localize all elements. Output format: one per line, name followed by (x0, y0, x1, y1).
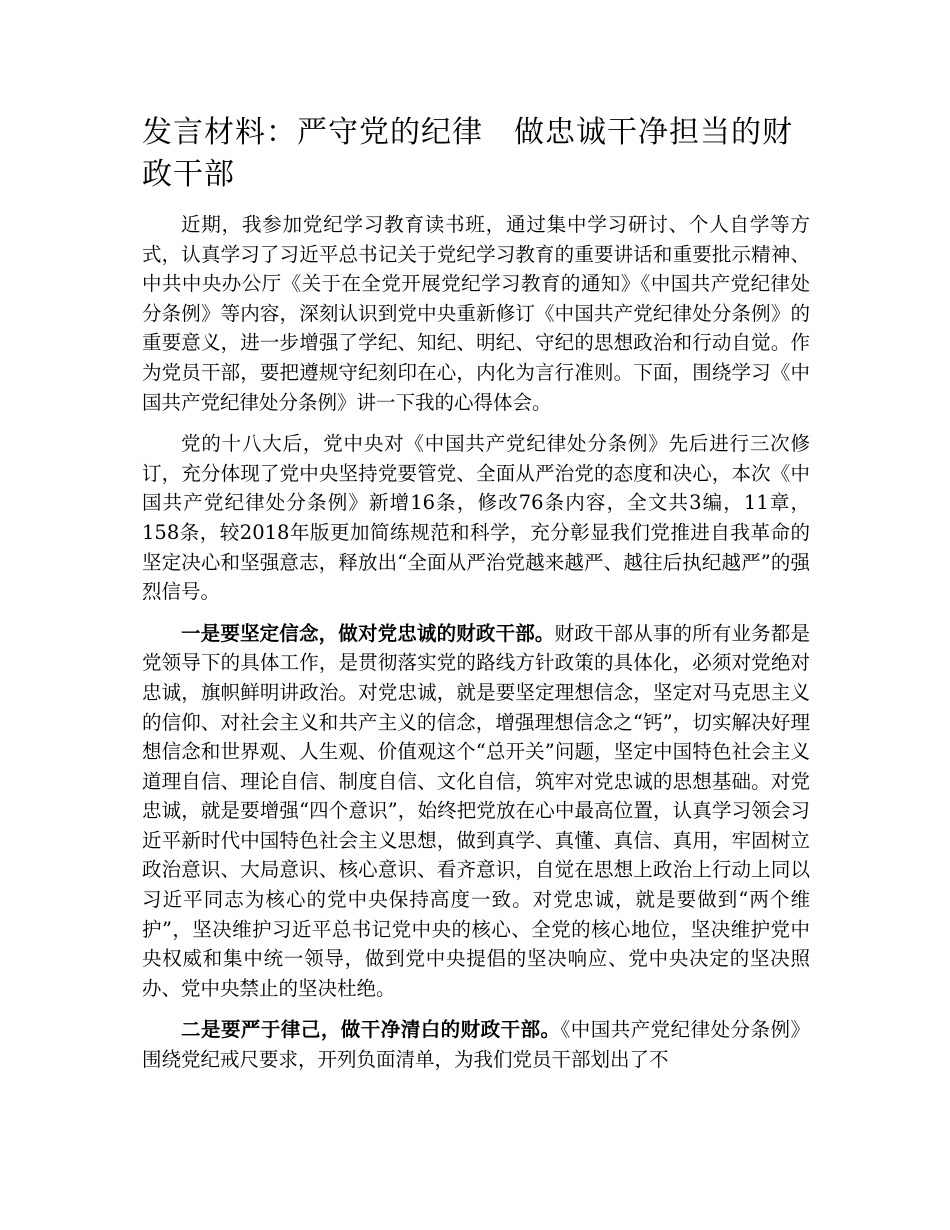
paragraph-lead: 二是要严于律己，做干净清白的财政干部。 (181, 1018, 561, 1042)
paragraph-text: 党的十八大后，党中央对《中国共产党纪律处分条例》先后进行三次修订，充分体现了党中央坚持党要管党、全面从严治党的态度和决心，本次《中国共产党纪律处分条例》新增16条，修改76条内容，全文共3编，11章，158条，较2018年版更加简练规范和科学，充分彰显我们党推进自我革命的坚定决心和坚强意志，释放出“全面从严治党越来越严、越往后执纪越严”的强烈信号。 (142, 432, 810, 604)
document-body (142, 112, 810, 1087)
paragraph-intro (142, 210, 810, 417)
paragraph-point-one (142, 619, 810, 1004)
paragraph-background (142, 429, 810, 607)
paragraph-lead: 一是要坚定信念，做对党忠诚的财政干部。 (181, 621, 555, 645)
paragraph-text: 《中国共产党纪律处分条例》围绕党纪戒尺要求，开列负面清单，为我们党员干部划出了不 (142, 1018, 810, 1072)
paragraph-text: 财政干部从事的所有业务都是党领导下的具体工作，是贯彻落实党的路线方针政策的具体化，必须对党绝对忠诚，旗帜鲜明讲政治。对党忠诚，就是要坚定理想信念，坚定对马克思主义的信仰、对社会主义和共产主义的信念，增强理想信念之“钙”，切实解决好理想信念和世界观、人生观、价值观这个“总开关”问题，坚定中国特色社会主义道理自信、理论自信、制度自信、文化自信，筑牢对党忠诚的思想基础。对党忠诚，就是要增强“四个意识”，始终把党放在心中最高位置，认真学习领会习近平新时代中国特色社会主义思想，做到真学、真懂、真信、真用，牢固树立政治意识、大局意识、核心意识、看齐意识，自觉在思想上政治上行动上同以习近平同志为核心的党中央保持高度一致。对党忠诚，就是要做到“两个维护”，坚决维护习近平总书记党中央的核心、全党的核心地位，坚决维护党中央权威和集中统一领导，做到党中央提倡的坚决响应、党中央决定的坚决照办、党中央禁止的坚决杜绝。 (142, 621, 810, 1000)
document-title: 发言材料：严守党的纪律 做忠诚干净担当的财政干部 (142, 115, 793, 192)
paragraph-point-two (142, 1015, 810, 1074)
paragraph-text: 近期，我参加党纪学习教育读书班，通过集中学习研讨、个人自学等方式，认真学习了习近平总书记关于党纪学习教育的重要讲话和重要批示精神、中共中央办公厅《关于在全党开展党纪学习教育的通知》《中国共产党纪律处分条例》等内容，深刻认识到党中央重新修订《中国共产党纪律处分条例》的重要意义，进一步增强了学纪、知纪、明纪、守纪的思想政治和行动自觉。作为党员干部，要把遵规守纪刻印在心，内化为言行准则。下面，围绕学习《中国共产党纪律处分条例》讲一下我的心得体会。 (142, 213, 810, 414)
